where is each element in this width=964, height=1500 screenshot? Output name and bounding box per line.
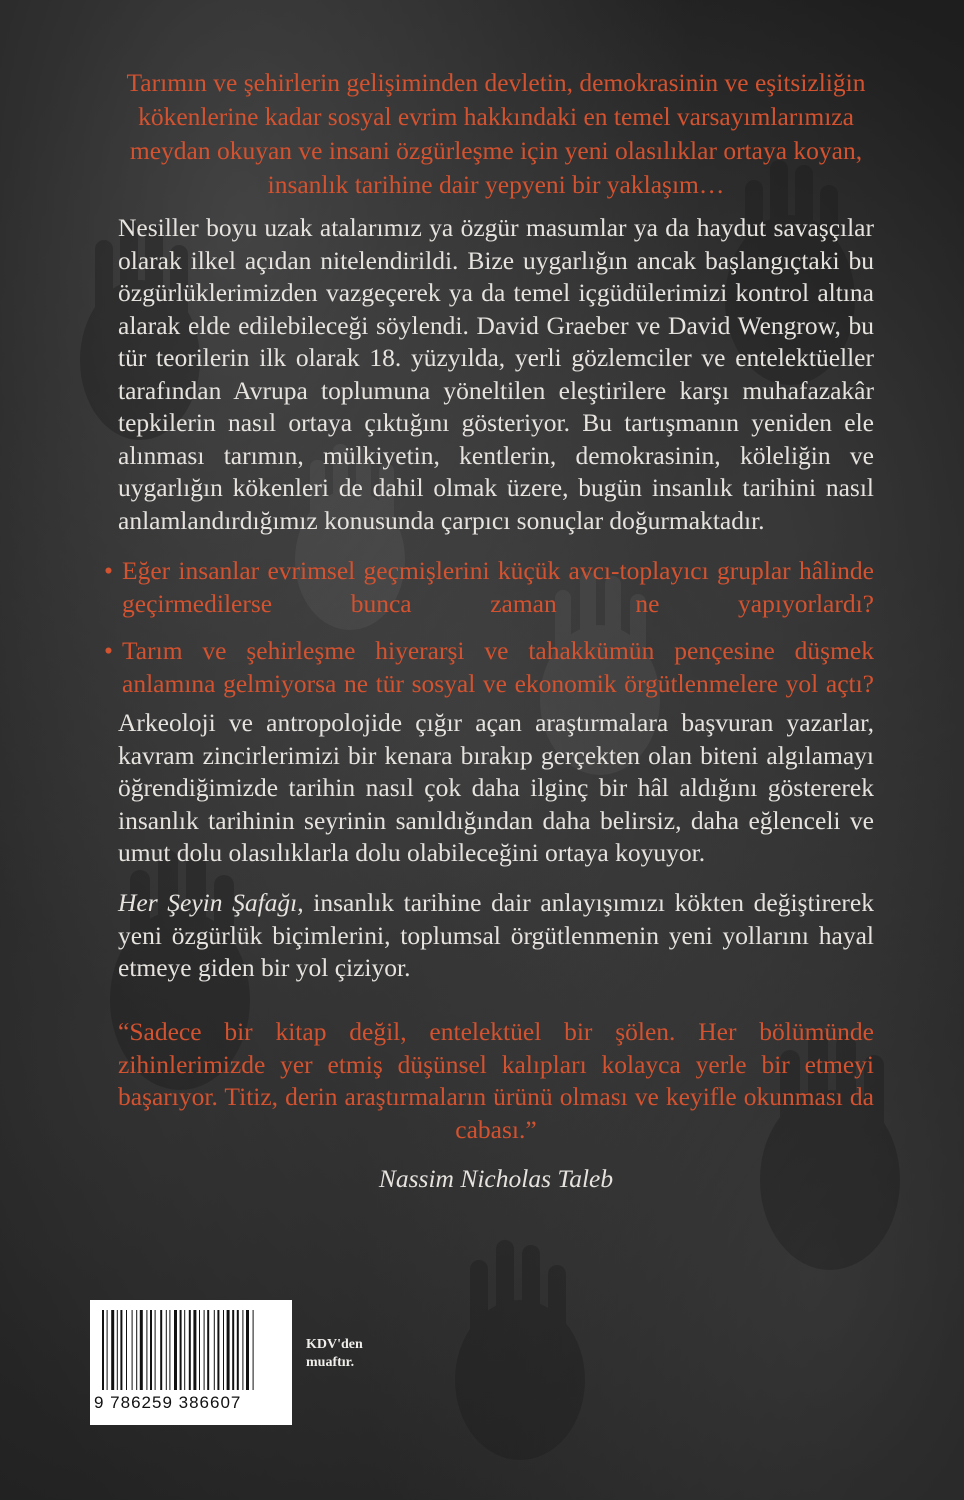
description-paragraph-2: Arkeoloji ve antropolojide çığır açan araştırmalara başvuran yazarlar, kavram zincirlerimizi bir kenara bırakıp gerçekten olan biteni algılamayı öğrendiğimizde tarihin nasıl çok daha ilginç bir hâl aldığını göstererek insanlık tarihinin seyrinin sanıldığından daha belirsiz, daha eğlenceli ve umut dolu olasılıklarla dolu olabileceğini ortaya koyuyor. (118, 708, 874, 867)
tagline: Tarımın ve şehirlerin gelişiminden devletin, demokrasinin ve eşitsizliğin kökenlerine kadar sosyal evrim hakkındaki en temel varsayımlarımıza meydan okuyan ve insani özgürleşme için yeni olasılıklar ortaya koyan, insanlık tarihine dair yepyeni bir yaklaşım… (126, 68, 866, 199)
description-paragraph-1: Nesiller boyu uzak atalarımız ya özgür masumlar ya da haydut savaşçılar olarak ilkel açıdan nitelendirildi. Bize uygarlığın ancak başlangıçtaki bu özgürlüklerimizden vazgeçerek ya da temel içgüdülerimizi kontrol altına alarak elde edilebileceği söylendi. David Graeber ve David Wengrow, bu tür teorilerin ilk olarak 18. yüzyılda, yerli gözlemciler ve entelektüeller tarafından Avrupa toplumuna yöneltilen eleştirilere karşı muhafazakâr tepkilerin nasıl ortaya çıktığını gösteriyor. Bu tartışmanın yeniden ele alınması tarımın, mülkiyetin, kentlerin, demokrasinin, köleliğin ve uygarlığın kökenleri de dahil olmak üzere, bugün insanlık tarihini nasıl anlamlandırdığımız konusunda çarpıcı sonuçlar doğurmaktadır. (118, 213, 874, 535)
isbn-number: 9 786259 386607 (94, 1393, 242, 1412)
question-list (104, 555, 874, 715)
question-item (104, 635, 874, 700)
question-text: Eğer insanlar evrimsel geçmişlerini küçük avcı-toplayıcı gruplar hâlinde geçirmedilerse bunca zaman ne yapıyorlardı? (122, 556, 874, 618)
question-item (104, 555, 874, 620)
tax-exemption-note: KDV'den muaftır. (306, 1337, 363, 1370)
endorsement-quote: “Sadece bir kitap değil, entelektüel bir şölen. Her bölümünde zihinlerimizde yer etmiş düşünsel kalıpları kolayca yerle bir etmeyi başarıyor. Titiz, derin araştırmaların ürünü olması ve keyifle okunması da cabası.” (118, 1017, 874, 1144)
description-paragraph-3 (118, 887, 874, 985)
quote-author: Nassim Nicholas Taleb (378, 1164, 614, 1193)
paragraph-3-text: , insanlık tarihine dair anlayışımızı kökten değiştirerek yeni özgürlük biçimlerini, toplumsal örgütlenmenin yeni yollarını hayal etmeye giden bir yol çiziyor. (118, 888, 874, 982)
isbn-barcode (90, 1300, 292, 1425)
question-text: Tarım ve şehirleşme hiyerarşi ve tahakkümün pençesine düşmek anlamına gelmiyorsa ne tür sosyal ve ekonomik örgütlenmelere yol açtı? (122, 636, 874, 698)
bullet-marker: • (104, 556, 113, 585)
book-title: Her Şeyin Şafağı (118, 888, 298, 917)
barcode-bars (100, 1310, 282, 1390)
bullet-marker: • (104, 636, 113, 665)
